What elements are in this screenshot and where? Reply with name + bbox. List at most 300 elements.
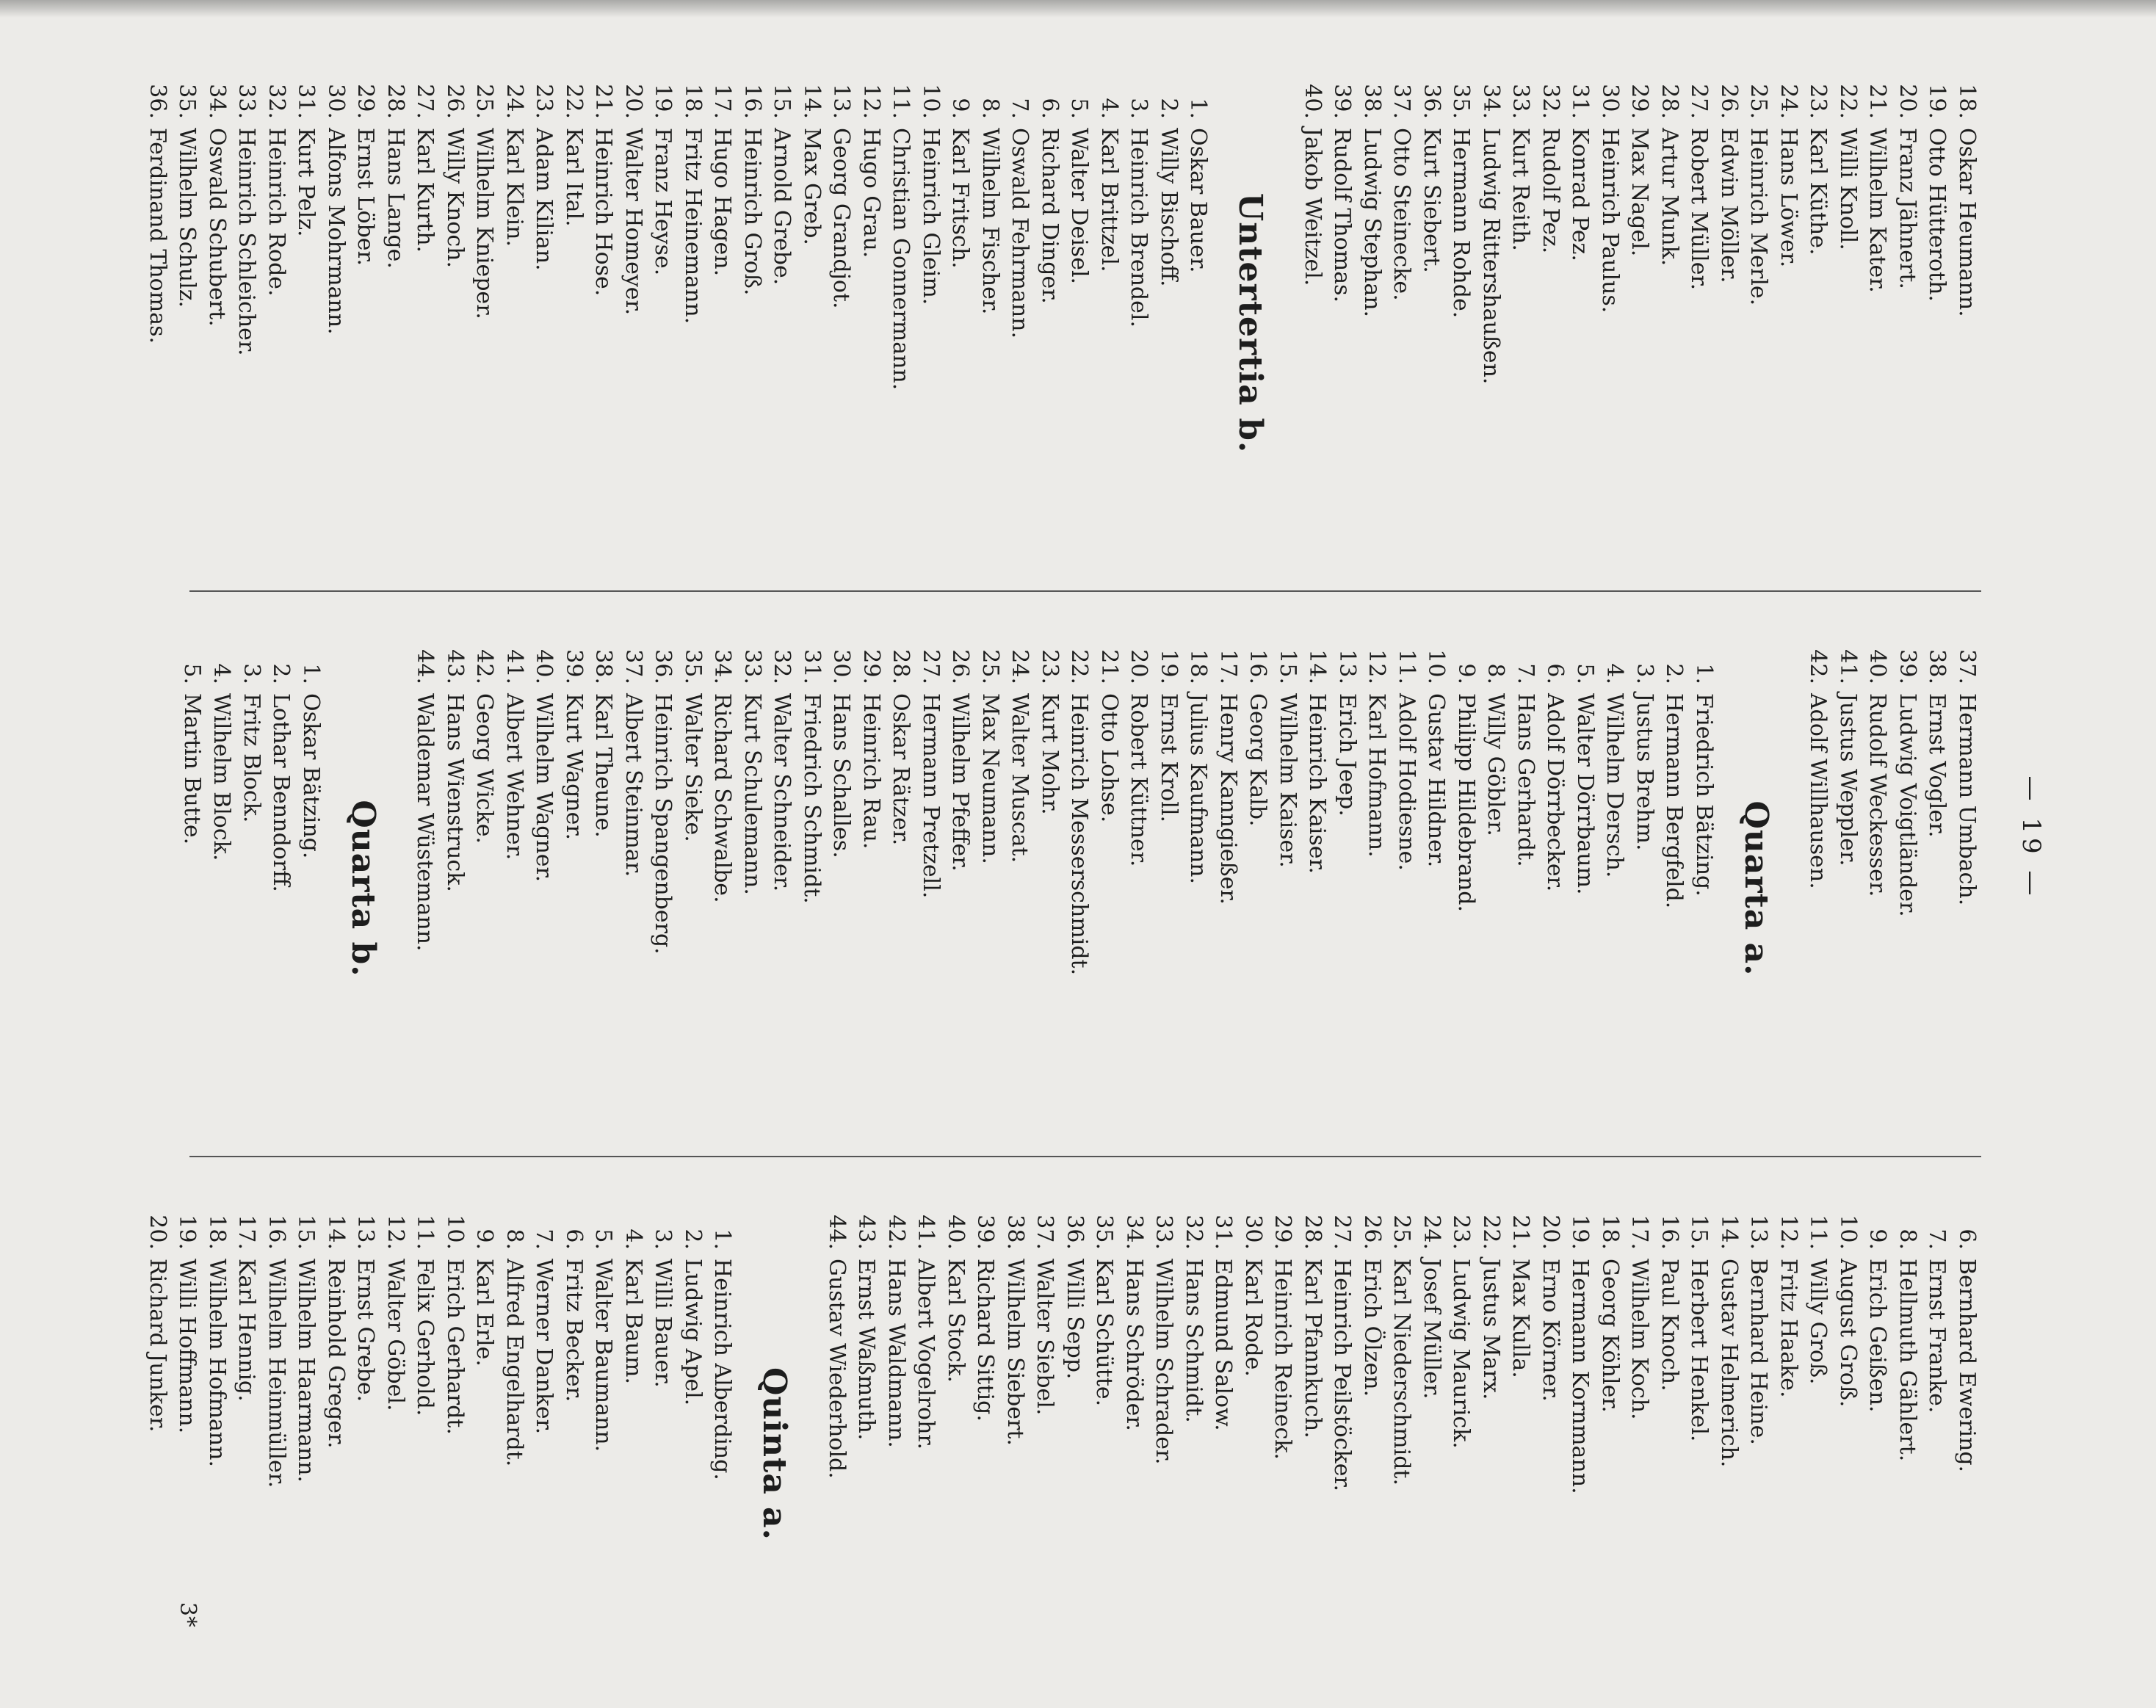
entry-number: 27. (412, 84, 438, 119)
entry-number: 20. (145, 1215, 170, 1250)
entry-number: 26. (442, 84, 468, 119)
student-name: Oskar Rätzer. (888, 693, 914, 846)
student-entry (1862, 1200, 1892, 1708)
student-entry (1714, 1200, 1744, 1708)
entry-number: 22. (561, 84, 587, 119)
student-name: Kurt Mohr. (1037, 693, 1063, 815)
entry-number: 25. (977, 649, 1003, 684)
student-name: August Groß. (1835, 1259, 1861, 1408)
signature-mark: 3* (175, 1602, 200, 1627)
student-name: Konrad Pez. (1567, 128, 1594, 261)
student-name: Max Greb. (799, 128, 825, 245)
student-name: Ludwig Stephan. (1359, 128, 1385, 318)
student-entry (618, 69, 648, 577)
student-entry (1357, 1200, 1387, 1708)
student-name: Ludwig Maurick. (1448, 1259, 1475, 1449)
student-name: Heinrich Peilstöcker. (1329, 1259, 1356, 1492)
entry-number: 21. (590, 84, 617, 119)
entry-number: 5. (179, 663, 205, 684)
entry-number: 3. (1632, 663, 1657, 684)
entry-number: 7. (1513, 663, 1538, 684)
entry-number: 29. (1270, 1215, 1296, 1250)
student-entry (266, 634, 296, 1143)
student-entry (1089, 1200, 1119, 1708)
entry-number: 26. (1716, 84, 1742, 119)
student-name: Otto Steinecke. (1389, 128, 1415, 301)
student-name: Heinrich Rode. (264, 128, 289, 297)
student-entry (1208, 1200, 1238, 1708)
entry-number: 24. (1419, 1215, 1444, 1250)
student-name: Wilhelm Siebert. (1002, 1259, 1028, 1446)
student-entry (1540, 634, 1570, 1143)
student-name: Walter Göbel. (383, 1259, 408, 1411)
student-name: Karl Klein. (502, 128, 527, 247)
student-entry (469, 634, 499, 1143)
student-name: Georg Köhler. (1597, 1259, 1623, 1413)
student-entry (856, 69, 886, 577)
student-name: Willy Groß. (1805, 1259, 1831, 1385)
student-name: Karl Küthe. (1805, 128, 1831, 256)
entry-number: 10. (442, 1215, 468, 1250)
scan-edge (0, 0, 2156, 18)
student-entry (1833, 1200, 1863, 1708)
student-name: Willi Sepp. (1062, 1259, 1088, 1380)
student-name: Edwin Möller. (1716, 128, 1742, 283)
student-name: Felix Gerhold. (412, 1259, 438, 1416)
student-name: Henry Kanngießer. (1215, 693, 1241, 905)
entry-number: 35. (680, 649, 706, 684)
student-name: Oskar Bätzing. (298, 693, 324, 859)
entry-number: 14. (323, 1215, 349, 1250)
student-entry (737, 634, 767, 1143)
student-name: Willy Göbler. (1483, 693, 1509, 836)
student-entry (826, 634, 856, 1143)
student-name: Karl Kurth. (412, 128, 438, 253)
student-name: Albert Wehner. (502, 693, 527, 861)
student-name: Heinrich Merle. (1746, 128, 1772, 306)
entry-number: 40. (1300, 84, 1325, 119)
entry-number: 27. (1329, 1215, 1356, 1250)
student-name: Wilhelm Haarmann. (293, 1259, 319, 1483)
student-entry (1124, 634, 1154, 1143)
student-name: Martin Butte. (179, 693, 205, 845)
student-name: Justus Weppler. (1835, 693, 1861, 866)
entry-number: 20. (1895, 84, 1920, 119)
student-name: Wilhelm Koch. (1627, 1259, 1653, 1420)
student-name: Heinrich Kaiser. (1304, 693, 1331, 875)
entry-number: 29. (1627, 84, 1653, 119)
student-name: Otto Hütteroth. (1924, 128, 1950, 302)
student-name: Hugo Hagen. (709, 128, 736, 277)
student-entry (618, 634, 648, 1143)
entry-number: 15. (293, 1215, 319, 1250)
entry-number: 39. (1895, 649, 1920, 684)
entry-number: 1. (1185, 98, 1212, 119)
column-body (177, 614, 1982, 1143)
student-entry (1803, 634, 1833, 1143)
student-name: Karl Brittzel. (1096, 128, 1122, 272)
student-name: Adolf Hodiesne. (1394, 693, 1419, 871)
student-name: Ludwig Apel. (680, 1259, 706, 1406)
student-name: Karl Schütte. (1091, 1259, 1118, 1407)
entry-number: 28. (383, 84, 408, 119)
entry-number: 34. (204, 84, 230, 119)
entry-number: 33. (739, 649, 765, 684)
student-name: Hans Schröder. (1121, 1259, 1147, 1431)
entry-number: 4. (209, 663, 235, 684)
student-entry (1154, 69, 1184, 577)
entry-number: 39. (1329, 84, 1356, 119)
student-entry (529, 1200, 559, 1708)
student-name: Justus Brehm. (1632, 693, 1657, 851)
student-entry (1035, 69, 1065, 577)
student-entry (1922, 634, 1952, 1143)
entry-number: 14. (799, 84, 825, 119)
student-entry (1361, 634, 1392, 1143)
entry-number: 28. (888, 649, 914, 684)
student-entry (1922, 1200, 1952, 1708)
entry-number: 38. (590, 649, 617, 684)
student-entry (1684, 69, 1714, 577)
student-name: Heinrich Groß. (739, 128, 765, 296)
entry-number: 13. (1746, 1215, 1772, 1250)
student-name: Christian Gonnermann. (888, 128, 914, 391)
entry-number: 40. (531, 649, 557, 684)
student-name: Ernst Vogler. (1924, 693, 1950, 838)
student-entry (1094, 69, 1124, 577)
student-list (822, 1200, 1982, 1708)
entry-number: 26. (1359, 1215, 1385, 1250)
class-heading: Quarta a. (1737, 800, 1775, 977)
student-name: Kurt Schulemann. (739, 693, 765, 895)
student-name: Robert Küttner. (1126, 693, 1152, 867)
student-name: Hermann Pretzell. (918, 693, 944, 899)
student-name: Rudolf Pez. (1538, 128, 1563, 254)
student-name: Werner Danker. (531, 1259, 557, 1435)
entry-number: 23. (1805, 84, 1831, 119)
student-entry (1892, 1200, 1922, 1708)
entry-number: 3. (650, 1228, 676, 1250)
entry-number: 3. (239, 663, 264, 684)
student-entry (499, 634, 529, 1143)
student-entry (975, 634, 1005, 1143)
entry-number: 1. (709, 1228, 736, 1250)
entry-number: 21. (1096, 649, 1122, 684)
entry-number: 38. (1359, 84, 1385, 119)
entry-number: 12. (1776, 1215, 1801, 1250)
student-name: Wilhelm Knieper. (471, 128, 498, 319)
entry-number: 5. (590, 1228, 617, 1250)
entry-number: 16. (1245, 649, 1271, 684)
student-name: Hugo Grau. (858, 128, 884, 258)
student-name: Heinrich Brendel. (1126, 128, 1152, 328)
student-entry (1446, 69, 1476, 577)
entry-number: 9. (947, 98, 974, 119)
entry-number: 5. (1066, 98, 1093, 119)
entry-number: 32. (1538, 84, 1563, 119)
entry-number: 22. (1478, 1215, 1504, 1250)
student-name: Hans Löwer. (1776, 128, 1801, 268)
student-entry (236, 634, 267, 1143)
student-entry (410, 634, 440, 1143)
student-list (1298, 69, 1982, 577)
student-list (1803, 634, 1981, 1143)
entry-number: 7. (531, 1228, 557, 1250)
entry-number: 23. (1037, 649, 1063, 684)
entry-number: 29. (352, 84, 379, 119)
student-entry (291, 1200, 321, 1708)
student-entry (1684, 1200, 1714, 1708)
entry-number: 17. (1215, 649, 1241, 684)
student-name: Karl Rode. (1240, 1259, 1266, 1377)
entry-number: 37. (621, 649, 646, 684)
student-entry (678, 634, 708, 1143)
entry-number: 11. (1805, 1215, 1831, 1250)
student-name: Ludwig Voigtländer. (1895, 693, 1920, 917)
entry-number: 31. (293, 84, 319, 119)
student-entry (231, 1200, 261, 1708)
class-heading: Quinta a. (756, 1367, 794, 1541)
student-entry (559, 1200, 589, 1708)
student-entry (1862, 634, 1892, 1143)
student-name: Bernhard Heine. (1746, 1259, 1772, 1445)
entry-number: 19. (174, 1215, 200, 1250)
student-entry (881, 1200, 911, 1708)
entry-number: 34. (1121, 1215, 1147, 1250)
student-name: Willi Hoffmann. (174, 1259, 200, 1434)
student-entry (945, 69, 975, 577)
student-entry (1952, 69, 1982, 577)
student-name: Oswald Schubert. (204, 128, 230, 327)
student-entry (410, 69, 440, 577)
entry-number: 24. (1007, 649, 1033, 684)
student-name: Walter Baumann. (590, 1259, 617, 1452)
entry-number: 31. (1210, 1215, 1237, 1250)
student-name: Heinrich Schleicher. (234, 128, 260, 356)
student-name: Rudolf Thomas. (1329, 128, 1356, 303)
entry-number: 28. (1657, 84, 1682, 119)
entry-number: 4. (1096, 98, 1122, 119)
student-entry (1392, 634, 1422, 1143)
entry-number: 32. (1181, 1215, 1207, 1250)
student-entry (588, 1200, 618, 1708)
entry-number: 10. (1835, 1215, 1861, 1250)
student-name: Heinrich Reineck. (1270, 1259, 1296, 1460)
entry-number: 41. (913, 1215, 939, 1250)
student-name: Waldemar Wüstemann. (412, 693, 438, 952)
student-entry (142, 69, 173, 577)
student-name: Bernhard Ewering. (1954, 1259, 1980, 1473)
student-entry (321, 69, 351, 577)
student-entry (1476, 69, 1506, 577)
student-entry (1862, 69, 1892, 577)
entry-number: 7. (1924, 1228, 1950, 1250)
student-entry (1005, 634, 1035, 1143)
student-entry (1892, 69, 1922, 577)
entry-number: 15. (1686, 1215, 1712, 1250)
student-name: Kurt Wagner. (561, 693, 587, 840)
student-entry (469, 69, 499, 577)
entry-number: 2. (680, 1228, 706, 1250)
student-entry (1124, 69, 1154, 577)
entry-number: 15. (1275, 649, 1301, 684)
entry-number: 37. (1389, 84, 1415, 119)
student-name: Richard Schwalbe. (709, 693, 736, 903)
student-entry (1094, 634, 1124, 1143)
student-entry (1060, 1200, 1090, 1708)
student-name: Karl Niederschmidt. (1389, 1259, 1415, 1486)
student-name: Philipp Hildebrand. (1453, 693, 1479, 913)
student-name: Richard Dinger. (1037, 128, 1063, 304)
entry-number: 19. (1156, 649, 1182, 684)
student-entry (822, 1200, 852, 1708)
entry-number: 6. (561, 1228, 587, 1250)
student-name: Kurt Reith. (1508, 128, 1534, 251)
entry-number: 8. (1895, 1228, 1920, 1250)
student-entry (1714, 69, 1744, 577)
entry-number: 6. (1037, 98, 1063, 119)
student-entry (1599, 634, 1629, 1143)
student-name: Paul Knoch. (1657, 1259, 1682, 1392)
entry-number: 33. (1151, 1215, 1177, 1250)
student-entry (440, 69, 470, 577)
entry-number: 37. (1954, 649, 1980, 684)
student-name: Karl Hennig. (234, 1259, 260, 1402)
student-name: Erich Ölzen. (1359, 1259, 1385, 1397)
student-entry (1773, 1200, 1804, 1708)
class-heading: Untertertia b. (1231, 192, 1270, 454)
entry-number: 44. (824, 1215, 850, 1250)
student-name: Alfons Mohrmann. (323, 128, 349, 335)
student-entry (261, 1200, 292, 1708)
student-name: Willy Knoch. (442, 128, 468, 269)
student-entry (1242, 634, 1273, 1143)
student-name: Albert Steinmar. (621, 693, 646, 877)
entry-number: 11. (412, 1215, 438, 1250)
column-body (142, 1179, 1982, 1708)
entry-number: 6. (1542, 663, 1569, 684)
student-name: Walter Dörrbaum. (1572, 693, 1598, 895)
student-name: Gustav Wiederhold. (824, 1259, 850, 1479)
student-entry (797, 634, 827, 1143)
student-name: Wilhelm Kater. (1864, 128, 1891, 293)
student-entry (1624, 1200, 1654, 1708)
student-entry (767, 69, 797, 577)
student-name: Kurt Pelz. (293, 128, 319, 237)
student-entry (177, 634, 207, 1143)
entry-number: 25. (471, 84, 498, 119)
entry-number: 37. (1032, 1215, 1058, 1250)
student-entry (499, 1200, 529, 1708)
entry-number: 12. (1364, 649, 1390, 684)
student-entry (941, 1200, 971, 1708)
entry-number: 27. (1686, 84, 1712, 119)
student-list (410, 634, 1718, 1143)
student-entry (1332, 634, 1362, 1143)
entry-number: 36. (145, 84, 170, 119)
student-entry (648, 634, 678, 1143)
student-name: Hermann Umbach. (1954, 693, 1980, 906)
student-entry (886, 69, 916, 577)
entry-number: 20. (1126, 649, 1152, 684)
entry-number: 1. (298, 663, 324, 684)
entry-number: 25. (1746, 84, 1772, 119)
student-name: Erno Körner. (1538, 1259, 1563, 1402)
column-body (142, 48, 1982, 577)
student-name: Ernst Löber. (352, 128, 379, 267)
entry-number: 33. (234, 84, 260, 119)
student-name: Fritz Block. (239, 693, 264, 823)
student-name: Karl Ital. (561, 128, 587, 227)
student-entry (588, 69, 618, 577)
student-name: Ernst Waßmuth. (853, 1259, 880, 1441)
student-entry (261, 69, 292, 577)
student-entry (1298, 1200, 1328, 1708)
student-entry (618, 1200, 648, 1708)
student-entry (1922, 69, 1952, 577)
student-name: Karl Stock. (943, 1259, 969, 1383)
student-entry (1386, 1200, 1417, 1708)
student-name: Georg Grandjot. (828, 128, 855, 309)
student-entry (856, 634, 886, 1143)
student-entry (1035, 634, 1065, 1143)
entry-number: 16. (1657, 1215, 1682, 1250)
document-page (94, 19, 2062, 1657)
entry-number: 42. (883, 1215, 909, 1250)
student-name: Heinrich Alberding. (709, 1259, 736, 1480)
student-name: Hermann Rohde. (1448, 128, 1475, 319)
student-entry (707, 69, 737, 577)
entry-number: 31. (799, 649, 825, 684)
student-entry (559, 634, 589, 1143)
student-name: Wilhelm Schrader. (1151, 1259, 1177, 1465)
page-number: — 19 — (2016, 775, 2046, 900)
entry-number: 2. (1156, 98, 1182, 119)
student-name: Reinhold Greger. (323, 1259, 349, 1449)
student-entry (1154, 634, 1184, 1143)
student-entry (1064, 69, 1094, 577)
student-name: Walter Schneider. (769, 693, 795, 892)
student-entry (1476, 1200, 1506, 1708)
student-name: Albert Vogelrohr. (913, 1259, 939, 1450)
entry-number: 35. (1091, 1215, 1118, 1250)
student-name: Hans Schmidt. (1181, 1259, 1207, 1423)
entry-number: 8. (1483, 663, 1509, 684)
student-entry (851, 1200, 881, 1708)
student-name: Franz Jähnert. (1895, 128, 1920, 289)
student-entry (296, 634, 326, 1143)
student-entry (1892, 634, 1922, 1143)
student-name: Walter Siebel. (1032, 1259, 1058, 1416)
student-entry (707, 634, 737, 1143)
entry-number: 7. (1007, 98, 1033, 119)
student-entry (648, 69, 678, 577)
entry-number: 38. (1002, 1215, 1028, 1250)
entry-number: 17. (234, 1215, 260, 1250)
student-entry (1833, 69, 1863, 577)
student-entry (911, 1200, 941, 1708)
student-entry (648, 1200, 678, 1708)
student-name: Richard Sittig. (972, 1259, 999, 1422)
student-name: Walter Deisel. (1066, 128, 1093, 285)
student-entry (1565, 1200, 1595, 1708)
student-name: Hermann Kornmann. (1567, 1259, 1594, 1494)
student-entry (1238, 1200, 1268, 1708)
student-entry (1803, 1200, 1833, 1708)
student-entry (1773, 69, 1804, 577)
student-entry (529, 69, 559, 577)
student-name: Karl Theune. (590, 693, 617, 838)
